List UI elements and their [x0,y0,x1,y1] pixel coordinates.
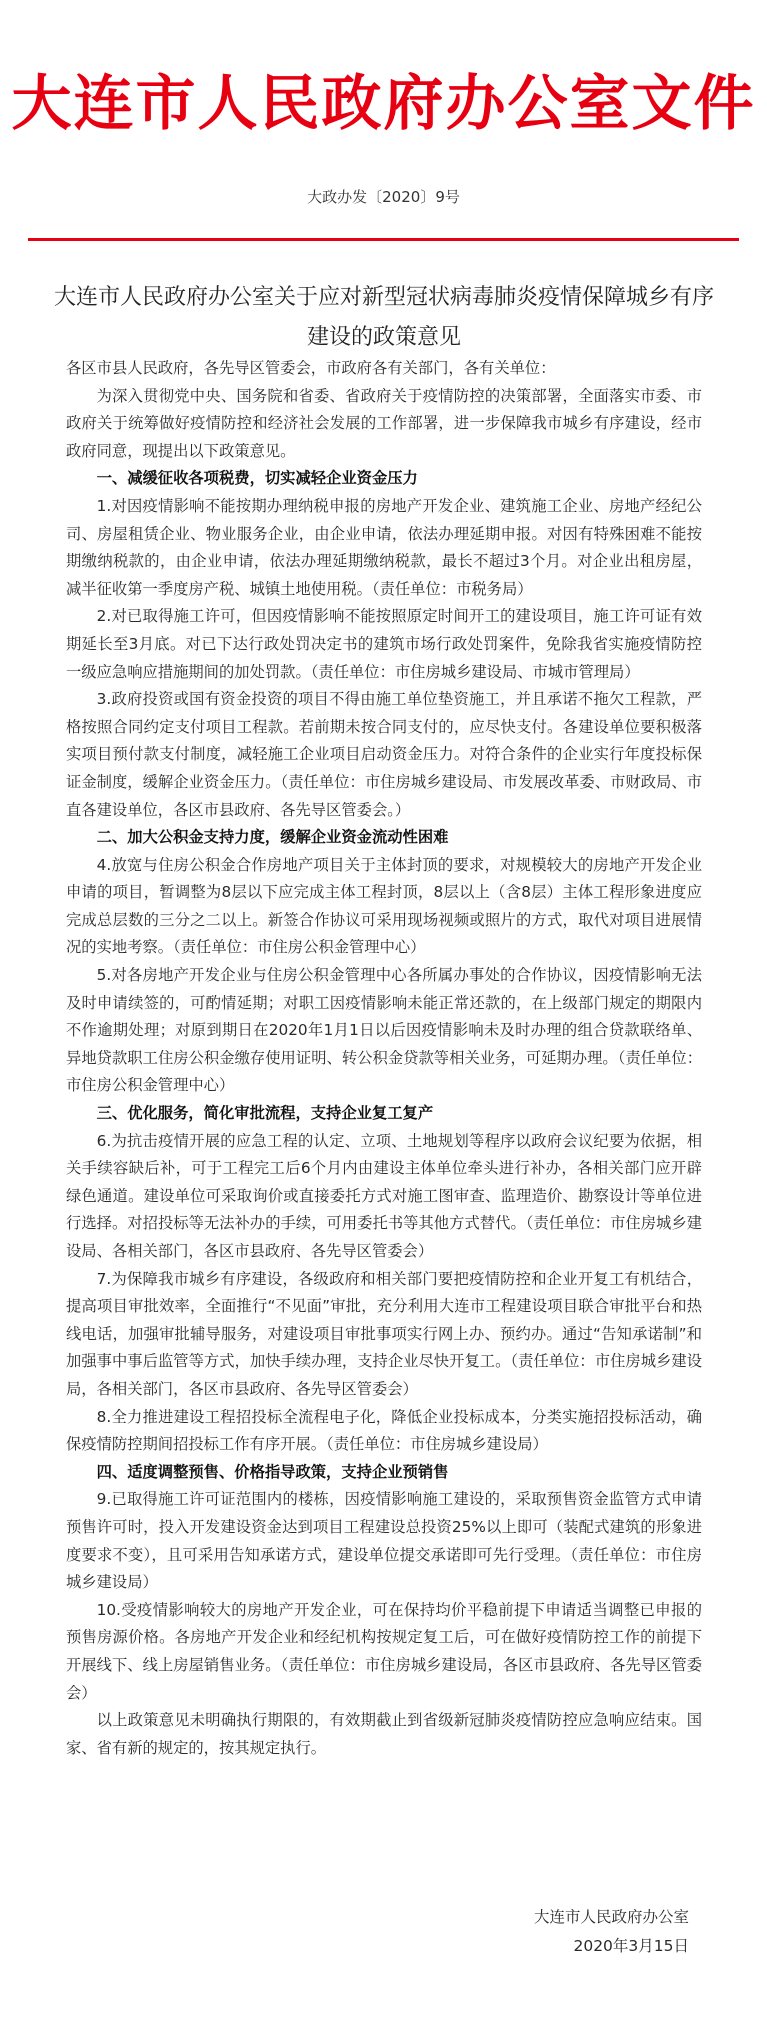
paragraph-7: 7.为保障我市城乡有序建设，各级政府和相关部门要把疫情防控和企业开复工有机结合，提高项目审批效率，全面推行“不见面”审批，充分利用大连市工程建设项目联合审批平台和热线电话，加强审批辅导服务，对建设项目审批事项实行网上办、预约办。通过“告知承诺制”和加强事中事后监管等方式，加快手续办理，支持企业尽快开复工。（责任单位：市住房城乡建设局，各相关部门，各区市县政府、各先导区管委会） [66,1269,702,1398]
paragraph-4: 4.放宽与住房公积金合作房地产项目关于主体封顶的要求，对规模较大的房地产开发企业申请的项目，暂调整为8层以下应完成主体工程封顶，8层以上（含8层）主体工程形象进度应完成总层数的三分之二以上。新签合作协议可采用现场视频或照片的方式，取代对项目进展情况的实地考察。（责任单位：市住房公积金管理中心） [66,855,702,957]
section-heading-2: 二、加大公积金支持力度，缓解企业资金流动性困难 [96,828,449,847]
signature-organization: 大连市人民政府办公室 [533,1908,689,1926]
paragraph-1: 1.对因疫情影响不能按期办理纳税申报的房地产开发企业、建筑施工企业、房地产经纪公司、房屋租赁企业、物业服务企业，由企业申请，依法办理延期申报。对因有特殊困难不能按期缴纳税款的，由企业申请，依法办理延期缴纳税款，最长不超过3个月。对企业出租房屋，减半征收第一季度房产税、城镇土地使用税。（责任单位：市税务局） [66,496,702,598]
paragraph-2: 2.对已取得施工许可，但因疫情影响不能按照原定时间开工的建设项目，施工许可证有效期延长至3月底。对已下达行政处罚决定书的建筑市场行政处罚案件，免除我省实施疫情防控一级应急响应措施期间的加处罚款。（责任单位：市住房城乡建设局、市城市管理局） [66,607,702,681]
document-body [66,355,702,1762]
paragraph-9: 9.已取得施工许可证范围内的楼栋，因疫情影响施工建设的，采取预售资金监管方式申请预售许可时，投入开发建设资金达到项目工程建设总投资25%以上即可（装配式建筑的形象进度要求不变），且可采用告知承诺方式，建设单位提交承诺即可先行受理。（责任单位：市住房城乡建设局） [66,1490,702,1592]
document-header-title: 大连市人民政府办公室文件 [11,69,756,139]
section-heading-4: 四、适度调整预售、价格指导政策，支持企业预销售 [96,1462,449,1481]
red-divider-line [28,238,739,241]
intro-paragraph: 为深入贯彻党中央、国务院和省委、省政府关于疫情防控的决策部署，全面落实市委、市政府关于统筹做好疫情防控和经济社会发展的工作部署，进一步保障我市城乡有序建设，经市政府同意，现提出以下政策意见。 [66,386,702,460]
section-heading-1: 一、减缓征收各项税费，切实减轻企业资金压力 [96,469,418,488]
paragraph-8: 8.全力推进建设工程招投标全流程电子化，降低企业投标成本，分类实施招投标活动，确保疫情防控期间招投标工作有序开展。（责任单位：市住房城乡建设局） [66,1407,702,1454]
paragraph-5: 5.对各房地产开发企业与住房公积金管理中心各所属办事处的合作协议，因疫情影响无法及时申请续签的，可酌情延期；对职工因疫情影响未能正常还款的，在上级部门规定的期限内不作逾期处理；对原到期日在2020年1月1日以后因疫情影响未及时办理的组合贷款联络单、异地贷款职工住房公积金缴存使用证明、转公积金贷款等相关业务，可延期办理。（责任单位：市住房公积金管理中心） [66,966,702,1095]
salutation: 各区市县人民政府，各先导区管委会，市政府各有关部门，各有关单位： [66,359,556,377]
section-heading-3: 三、优化服务，简化审批流程，支持企业复工复产 [96,1104,434,1123]
paragraph-10: 10.受疫情影响较大的房地产开发企业，可在保持均价平稳前提下申请适当调整已申报的预售房源价格。各房地产开发企业和经纪机构按规定复工后，可在做好疫情防控工作的前提下开展线下、线上房屋销售业务。（责任单位：市住房城乡建设局，各区市县政府、各先导区管委会） [66,1600,702,1702]
paragraph-3: 3.政府投资或国有资金投资的项目不得由施工单位垫资施工，并且承诺不拖欠工程款，严格按照合同约定支付项目工程款。若前期未按合同支付的，应尽快支付。各建设单位要积极落实项目预付款支付制度，减轻施工企业项目启动资金压力。对符合条件的企业实行年度投标保证金制度，缓解企业资金压力。（责任单位：市住房城乡建设局、市发展改革委、市财政局、市直各建设单位，各区市县政府、各先导区管委会。） [66,690,702,819]
signature-date: 2020年3月15日 [573,1937,689,1955]
closing-paragraph: 以上政策意见未明确执行期限的，有效期截止到省级新冠肺炎疫情防控应急响应结束。国家、省有新的规定的，按其规定执行。 [66,1711,702,1757]
document-title: 大连市人民政府办公室关于应对新型冠状病毒肺炎疫情保障城乡有序建设的政策意见 [54,285,715,350]
document-number: 大政办发〔2020〕9号 [307,188,460,206]
paragraph-6: 6.为抗击疫情开展的应急工程的认定、立项、土地规划等程序以政府会议纪要为依据，相关手续容缺后补，可于工程完工后6个月内由建设主体单位牵头进行补办，各相关部门应开辟绿色通道。建设单位可采取询价或直接委托方式对施工图审查、监理造价、勘察设计等单位进行选择。对招投标等无法补办的手续，可用委托书等其他方式替代。（责任单位：市住房城乡建设局、各相关部门，各区市县政府、各先导区管委会） [66,1131,702,1260]
